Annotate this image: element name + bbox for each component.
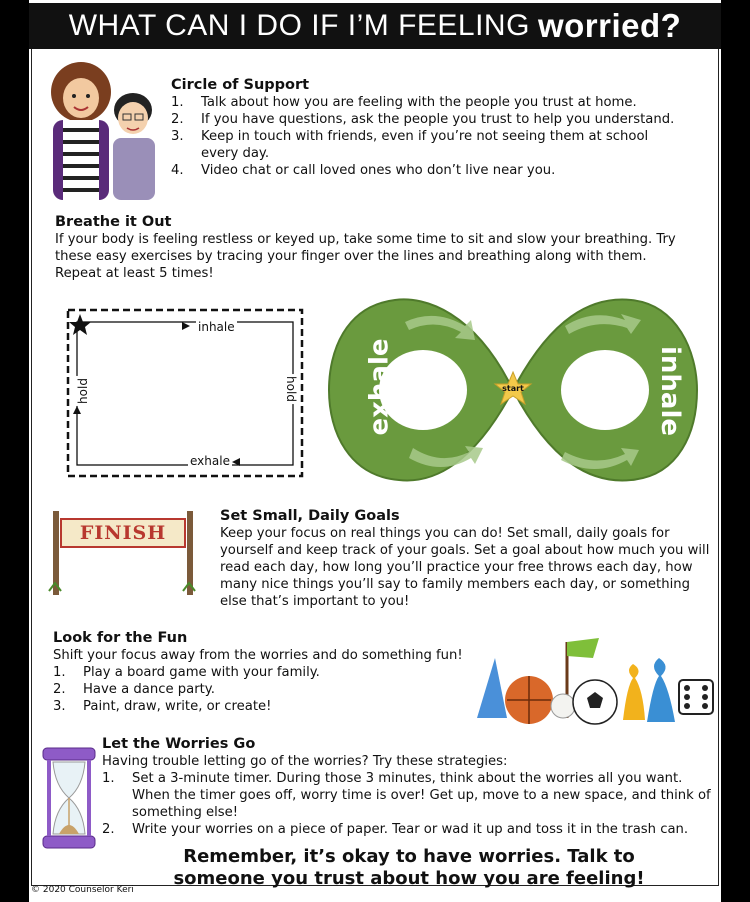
hourglass-timer-illustration [39, 746, 99, 850]
toys-games-illustration [467, 628, 715, 728]
page-title [29, 3, 721, 49]
worksheet-page [29, 0, 721, 902]
worries-section [102, 736, 717, 838]
fun-text: Shift your focus away from the worries and do something fun! [53, 648, 463, 663]
fun-section [53, 630, 513, 715]
list-item: 3. Keep in touch with friends, even if you’re not seeing them at school every day. [171, 129, 649, 161]
worries-text: Having trouble letting go of the worries? Try these strategies: [102, 754, 508, 769]
infinity-breathing-diagram [325, 292, 701, 488]
finish-banner-text: FINISH [79, 522, 167, 544]
circle-of-support-section [171, 77, 711, 179]
infinity-inhale-label: inhale [655, 345, 686, 437]
box-inhale-label: inhale [198, 320, 235, 334]
infinity-start-label: start [502, 384, 524, 393]
fun-heading: Look for the Fun [53, 630, 188, 646]
goals-section [220, 508, 710, 610]
list-item: 2. Write your worries on a piece of paper. Tear or wad it up and toss it in the trash can. [102, 822, 689, 837]
box-hold-left-label: hold [75, 378, 90, 404]
list-item: 4. Video chat or call loved ones who don’t live near you. [171, 163, 556, 178]
box-exhale-label: exhale [190, 454, 230, 468]
copyright-text: © 2020 Counselor Keri [31, 885, 134, 895]
list-item: 2. Have a dance party. [53, 682, 215, 697]
two-kids-illustration [43, 58, 173, 200]
finish-banner-illustration [47, 507, 199, 595]
list-item: 1. Set a 3-minute timer. During those 3 minutes, think about the worries all you want. When the timer goes off, worry time is over! Get up, move to a new space, and think of something else! [102, 771, 711, 820]
goals-heading: Set Small, Daily Goals [220, 508, 400, 524]
circle-heading: Circle of Support [171, 77, 310, 93]
worries-list [102, 770, 717, 838]
box-hold-right-label: hold [283, 376, 298, 402]
goals-text: Keep your focus on real things you can do! Set small, daily goals for yourself and keep track of your goals. Set a goal about how much you will read each day, how long you’ll practice your free throws each day, how many nice things you’ll say to family members each day, or something else that’s important to you! [220, 526, 710, 609]
breathe-text: If your body is feeling restless or keyed up, take some time to sit and slow your breathing. Try these easy exercises by tracing your finger over the lines and breathing along with them. Repeat at least 5 times! [55, 232, 676, 281]
worries-heading: Let the Worries Go [102, 736, 256, 752]
list-item: 1. Talk about how you are feeling with the people you trust at home. [171, 95, 637, 110]
list-item: 2. If you have questions, ask the people you trust to help you understand. [171, 112, 675, 127]
closing-message: Remember, it’s okay to have worries. Talk to someone you trust about how you are feeling! [173, 846, 645, 889]
breathe-heading: Breathe it Out [55, 214, 172, 230]
box-breathing-diagram [60, 306, 310, 481]
breathe-section [55, 214, 705, 282]
list-item: 3. Paint, draw, write, or create! [53, 699, 272, 714]
list-item: 1. Play a board game with your family. [53, 665, 320, 680]
fun-list [53, 664, 513, 715]
title-text: WHAT CAN I DO IF I’M FEELING [68, 9, 530, 42]
circle-list [171, 94, 711, 179]
title-bold-word: worried? [537, 7, 682, 44]
infinity-exhale-label: exhale [364, 338, 395, 436]
